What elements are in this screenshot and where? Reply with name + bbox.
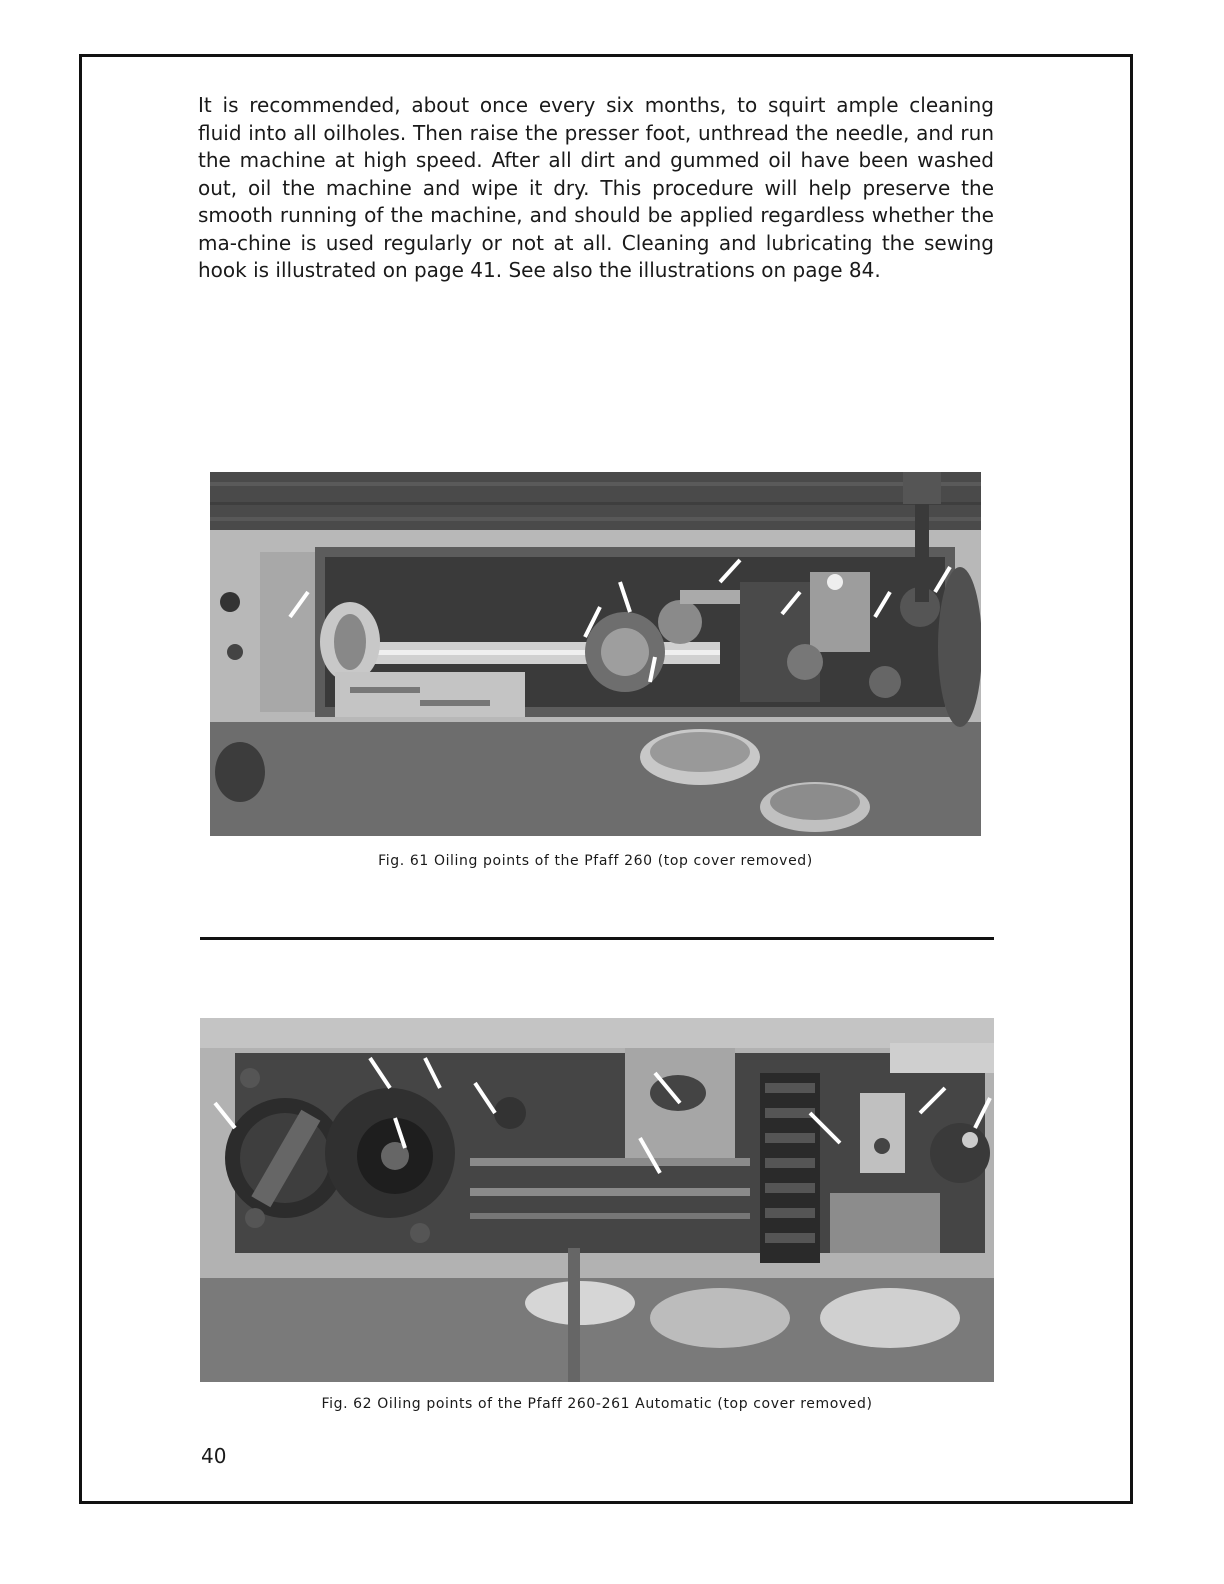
figure-61-photo xyxy=(210,472,981,836)
body-paragraph: It is recommended, about once every six months, to squirt ample cleaning fluid into all oilholes. Then raise the presser foot, unthread the needle, and run the machine at high speed. After all dirt and gummed oil have been washed out, oil the machine and wipe it dry. This procedure will help preserve the smooth running of the machine, and should be applied regardless whether the ma-chine is used regularly or not at all. Cleaning and lubricating the sewing hook is illustrated on page 41. See also the illustrations on page 84. xyxy=(198,93,994,282)
figure-62-photo xyxy=(200,1018,994,1382)
page-number: 40 xyxy=(201,1444,227,1468)
figure-61-caption: Fig. 61 Oiling points of the Pfaff 260 (top cover removed) xyxy=(378,853,813,869)
figure-62-caption: Fig. 62 Oiling points of the Pfaff 260-261 Automatic (top cover removed) xyxy=(321,1396,873,1412)
section-divider xyxy=(200,937,994,940)
